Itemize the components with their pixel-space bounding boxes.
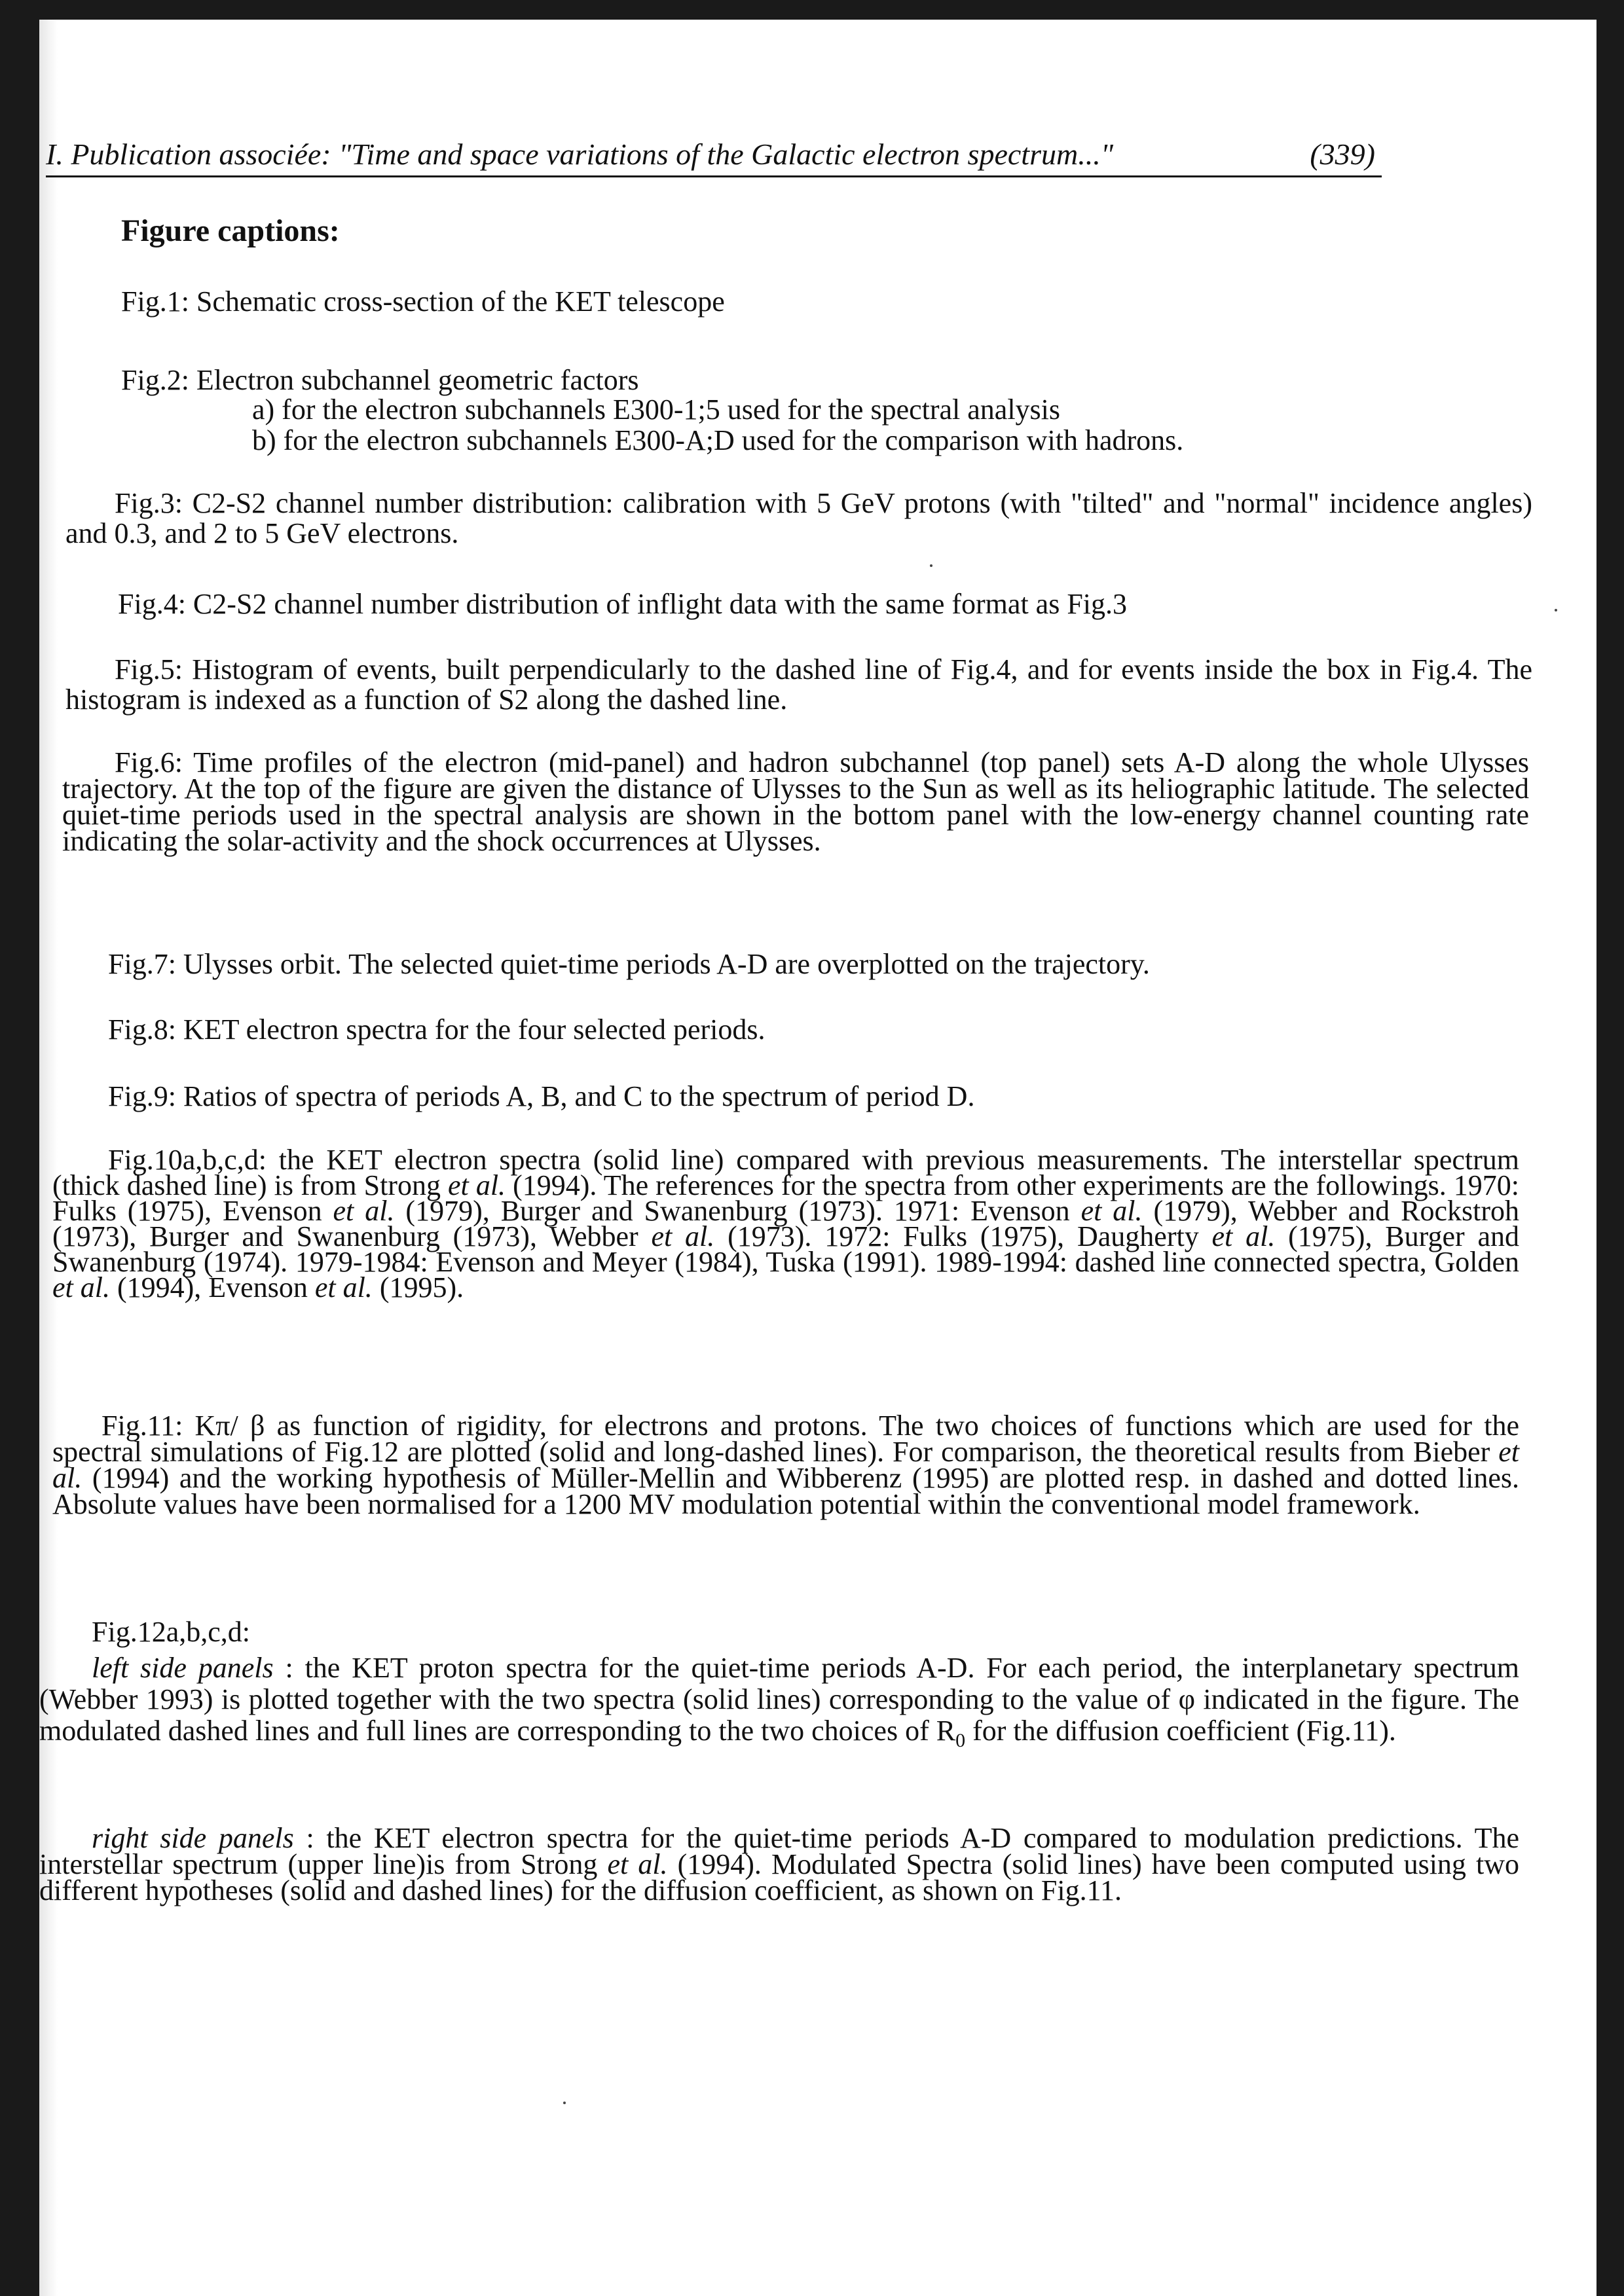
caption-fig2a: a) for the electron subchannels E300-1;5 used for the spectral analysis bbox=[252, 393, 1061, 426]
running-header bbox=[46, 135, 1382, 177]
caption-fig2: Fig.2: Electron subchannel geometric factors bbox=[121, 364, 639, 396]
caption-fig7: Fig.7: Ulysses orbit. The selected quiet-time periods A-D are overplotted on the trajectory. bbox=[108, 948, 1150, 980]
scan-speck bbox=[563, 2102, 566, 2104]
scan-speck bbox=[1555, 609, 1557, 611]
caption-fig10: Fig.10a,b,c,d: the KET electron spectra (solid line) compared with previous measurements. The interstellar spectrum (thick dashed line) is from Strong et al. (1994). The references for the spectra from other experiments are the followings. 1970: Fulks (1975), Evenson et al. (1979), Burger and Swanenburg (1973). 1971: Evenson et al. (1979), Webber and Rockstroh (1973), Burger and Swanenburg (1973), Webber et al. (1973). 1972: Fulks (1975), Daugherty et al. (1975), Burger and Swanenburg (1974). 1979-1984: Evenson and Meyer (1984), Tuska (1991). 1989-1994: dashed line connected spectra, Golden et al. (1994), Evenson et al. (1995). bbox=[52, 1144, 1519, 1303]
caption-fig11: Fig.11: Kπ/ β as function of rigidity, for electrons and protons. The two choices of functions which are used for the spectral simulations of Fig.12 are plotted (solid and long-dashed lines). For comparison, the theoretical results from Bieber et al. (1994) and the working hypothesis of Müller-Mellin and Wibberenz (1995) are plotted resp. in dashed and dotted lines. Absolute values have been normalised for a 1200 MV modulation potential within the conventional model framework. bbox=[52, 1410, 1519, 1520]
caption-fig12-right: right side panels : the KET electron spectra for the quiet-time periods A-D compared to modulation predictions. The interstellar spectrum (upper line)is from Strong et al. (1994). Modulated Spectra (solid lines) have been computed using two different hypotheses (solid and dashed lines) for the diffusion coefficient, as shown on Fig.11. bbox=[39, 1822, 1519, 1906]
caption-fig9: Fig.9: Ratios of spectra of periods A, B, and C to the spectrum of period D. bbox=[108, 1080, 975, 1112]
section-heading: Figure captions: bbox=[121, 213, 340, 248]
caption-fig8: Fig.8: KET electron spectra for the four selected periods. bbox=[108, 1013, 766, 1046]
caption-fig12-left: left side panels : the KET proton spectra for the quiet-time periods A-D. For each period, the interplanetary spectrum (Webber 1993) is plotted together with the two spectra (solid lines) corresponding to the value of φ indicated in the figure. The modulated dashed lines and full lines are corresponding to the two choices of $R_0$ for the diffusion coefficient (Fig.11). bbox=[39, 1652, 1519, 1751]
scan-speck bbox=[930, 564, 932, 567]
caption-fig3: Fig.3: C2-S2 channel number distribution: calibration with 5 GeV protons (with "tilted" and "normal" incidence angles) and 0.3, and 2 to 5 GeV electrons. bbox=[65, 487, 1532, 549]
caption-fig6: Fig.6: Time profiles of the electron (mid-panel) and hadron subchannel (top panel) sets A-D along the whole Ulysses trajectory. At the top of the figure are given the distance of Ulysses to the Sun as well as its heliographic latitude. The selected quiet-time periods used in the spectral analysis are shown in the bottom panel with the low-energy channel counting rate indicating the solar-activity and the shock occurrences at Ulysses. bbox=[62, 746, 1529, 857]
header-title: I. Publication associée: "Time and space variations of the Galactic electron spectrum..." bbox=[46, 137, 1114, 171]
caption-fig2b: b) for the electron subchannels E300-A;D used for the comparison with hadrons. bbox=[252, 424, 1184, 456]
page-number: (339) bbox=[1310, 137, 1375, 171]
caption-fig4: Fig.4: C2-S2 channel number distribution of inflight data with the same format as Fig.3 bbox=[118, 588, 1128, 620]
document-page bbox=[39, 20, 1596, 2296]
caption-fig5: Fig.5: Histogram of events, built perpendicularly to the dashed line of Fig.4, and for events inside the box in Fig.4. The histogram is indexed as a function of S2 along the dashed line. bbox=[65, 653, 1532, 716]
caption-fig12-label: Fig.12a,b,c,d: bbox=[92, 1616, 250, 1648]
caption-fig1: Fig.1: Schematic cross-section of the KET telescope bbox=[121, 285, 725, 318]
